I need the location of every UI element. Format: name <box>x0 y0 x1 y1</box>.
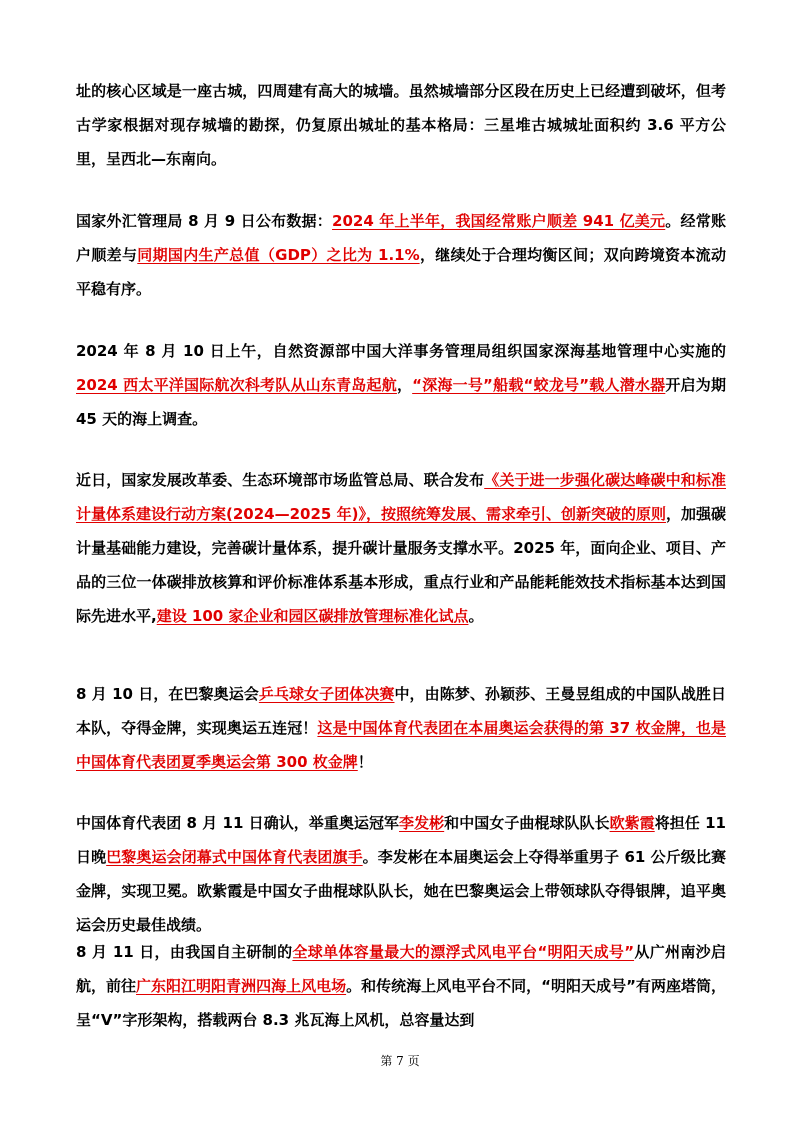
highlighted-text: 李发彬 <box>399 814 445 832</box>
highlighted-text: 2024 西太平洋国际航次科考队从山东青岛起航 <box>76 376 397 394</box>
body-text: 国家外汇管理局 8 月 9 日公布数据： <box>76 212 333 230</box>
paragraph-wind-platform <box>76 935 726 1047</box>
highlighted-text: 广东阳江明阳青洲四海上风电场 <box>136 977 347 995</box>
body-text: 。 <box>468 607 484 625</box>
body-text: 2024 年 8 月 10 日上午，自然资源部中国大洋事务管理局组织国家深海基地管理中心实施的 <box>76 342 726 360</box>
body-text: 址的核心区域是一座古城，四周建有高大的城墙。虽然城墙部分区段在历史上已经遭到破坏，但考古学家根据对现存城墙的勘探，仍复原出城址的基本格局：三星堆古城城址面积约 3.6 平方公里，呈西北—东南向。 <box>76 82 726 168</box>
highlighted-text: 《关于进一步强化碳达峰碳中和标准计量体系建设行动方案(2024—2025 年)》，按照统筹发展、需求牵引、创新突破的原则 <box>76 471 726 523</box>
body-text: 和中国女子曲棍球队队长 <box>444 814 610 832</box>
body-text: 。和传统海上风电平台不同，“明阳天成号”有两座塔筒，呈“V”字形架构，搭载两台 8.3 兆瓦海上风机，总容量达到 <box>76 977 726 1029</box>
body-text: ， <box>396 376 413 394</box>
body-text: 开启为期 45 天的海上调查。 <box>76 376 726 428</box>
highlighted-text: 欧紫霞 <box>609 814 655 832</box>
body-text: 8 月 11 日，由我国自主研制的 <box>76 943 293 961</box>
highlighted-text: 巴黎奥运会闭幕式中国体育代表团旗手 <box>106 848 363 866</box>
body-text: 8 月 10 日，在巴黎奥运会 <box>76 685 259 703</box>
highlighted-text: 乒乓球女子团体决赛 <box>258 685 395 703</box>
body-text: 近日，国家发展改革委、生态环境部市场监管总局、联合发布 <box>76 471 485 489</box>
page-number: 第 7 页 <box>380 1054 420 1068</box>
body-text: ，加强碳计量基础能力建设，完善碳计量体系，提升碳计量服务支撑水平。2025 年，面向企业、项目、产品的三位一体碳排放核算和评价标准体系基本形成，重点行业和产品能耗能效技术指标基本达到国际先进水平, <box>76 505 726 625</box>
highlighted-text: 建设 100 家企业和园区碳排放管理标准化试点 <box>156 607 469 625</box>
highlighted-text: 同期国内生产总值（GDP）之比为 1.1% <box>137 246 420 264</box>
body-text: 中国体育代表团 8 月 11 日确认，举重奥运冠军 <box>76 814 400 832</box>
highlighted-text: 这是中国体育代表团在本届奥运会获得的第 37 枚金牌，也是中国体育代表团夏季奥运会第 300 枚金牌 <box>76 719 726 771</box>
paragraph-sanxingdui <box>76 74 726 176</box>
body-text: 将担任 11 日晚 <box>76 814 726 866</box>
body-text: ！ <box>357 753 373 771</box>
highlighted-text: 全球单体容量最大的漂浮式风电平台“明阳天成号” <box>292 943 635 961</box>
body-text: ，继续处于合理均衡区间；双向跨境资本流动平稳有序。 <box>76 246 726 298</box>
paragraph-table-tennis-gold <box>76 677 726 779</box>
highlighted-text: “深海一号”船载“蛟龙号”载人潜水器 <box>412 376 666 394</box>
body-text: 从广州南沙启航，前往 <box>76 943 726 995</box>
paragraph-carbon-standards <box>76 463 726 633</box>
paragraph-deep-sea-expedition <box>76 334 726 436</box>
body-text: 中，由陈梦、孙颖莎、王曼昱组成的中国队战胜日本队，夺得金牌，实现奥运五连冠！ <box>76 685 726 737</box>
body-text: 。经常账户顺差与 <box>76 212 726 264</box>
highlighted-text: 2024 年上半年，我国经常账户顺差 941 亿美元 <box>332 212 666 230</box>
paragraph-forex-balance <box>76 204 726 306</box>
body-text: 。李发彬在本届奥运会上夺得举重男子 61 公斤级比赛金牌，实现卫冕。欧紫霞是中国女子曲棍球队队长，她在巴黎奥运会上带领球队夺得银牌，追平奥运会历史最佳战绩。 <box>76 848 726 934</box>
paragraph-flag-bearers <box>76 806 726 942</box>
